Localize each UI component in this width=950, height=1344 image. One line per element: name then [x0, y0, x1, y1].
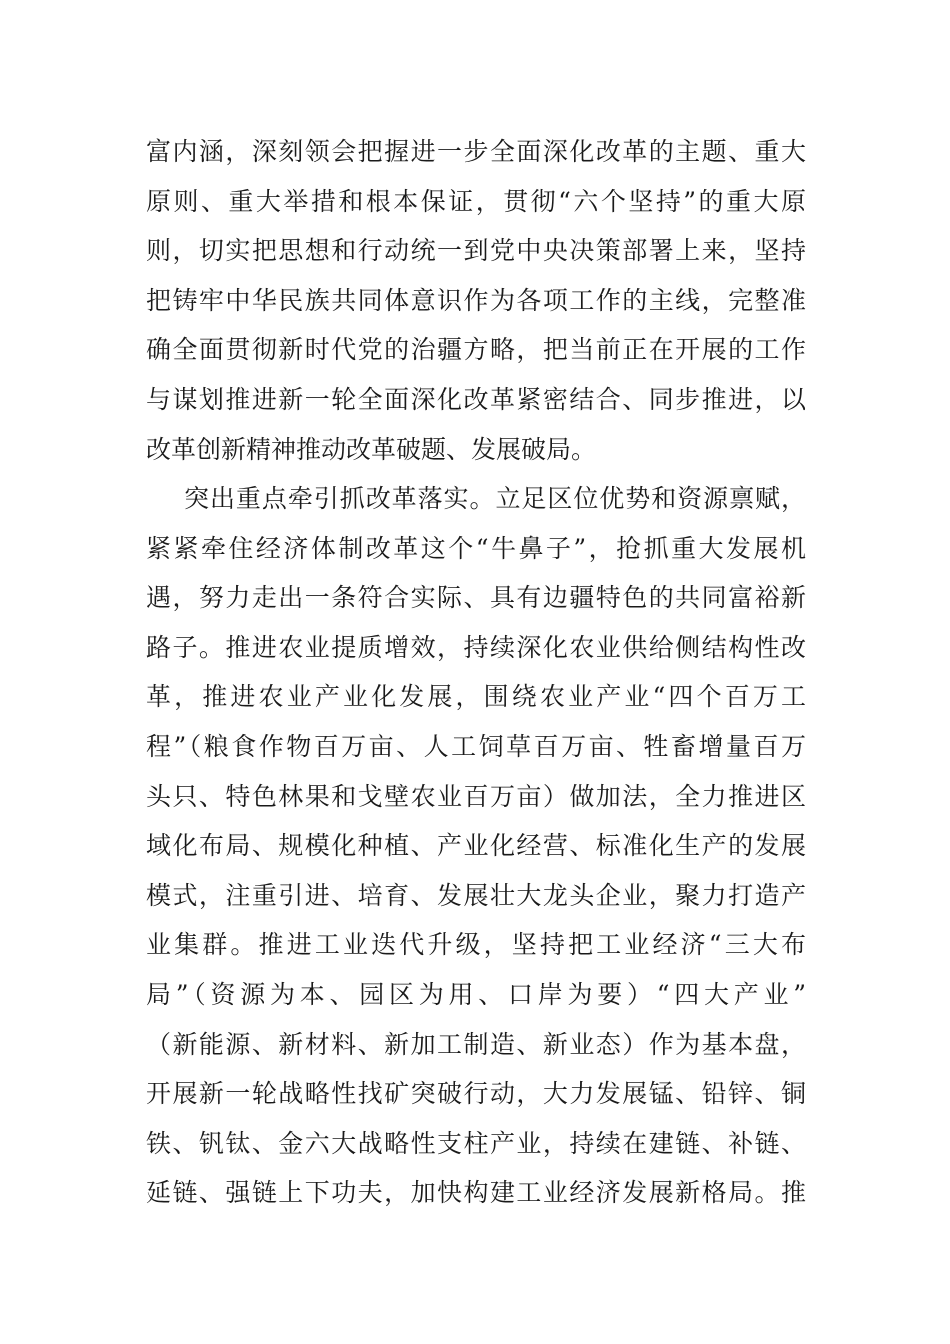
text-line: 遇，努力走出一条符合实际、具有边疆特色的共同富裕新 — [146, 583, 806, 613]
text-line: 突出重点牵引抓改革落实。立足区位优势和资源禀赋， — [184, 484, 806, 513]
text-line: 开展新一轮战略性找矿突破行动，大力发展锰、铅锌、铜 — [146, 1079, 806, 1109]
text-line: 把铸牢中华民族共同体意识作为各项工作的主线，完整准 — [146, 285, 806, 315]
text-line: 域化布局、规模化种植、产业化经营、标准化生产的发展 — [146, 831, 806, 861]
paragraph-continued — [146, 127, 806, 474]
text-line: 模式，注重引进、培育、发展壮大龙头企业，聚力打造产 — [146, 880, 806, 910]
text-line: 富内涵，深刻领会把握进一步全面深化改革的主题、重大 — [146, 137, 806, 166]
text-line: 原则、重大举措和根本保证，贯彻“六个坚持”的重大原 — [146, 186, 806, 216]
text-line: （新能源、新材料、新加工制造、新业态）作为基本盘， — [146, 1029, 806, 1059]
text-line: 革，推进农业产业化发展，围绕农业产业“四个百万工 — [146, 682, 806, 712]
text-line: 路子。推进农业提质增效，持续深化农业供给侧结构性改 — [146, 632, 806, 662]
text-line: 局”（资源为本、园区为用、口岸为要）“四大产业” — [146, 979, 806, 1009]
text-line: 确全面贯彻新时代党的治疆方略，把当前正在开展的工作 — [146, 335, 806, 365]
text-line: 则，切实把思想和行动统一到党中央决策部署上来，坚持 — [146, 236, 806, 266]
text-line: 程”（粮食作物百万亩、人工饲草百万亩、牲畜增量百万 — [146, 731, 806, 761]
text-line: 改革创新精神推动改革破题、发展破局。 — [146, 434, 597, 464]
paragraph-reform-focus — [146, 474, 806, 1218]
text-line: 业集群。推进工业迭代升级，坚持把工业经济“三大布 — [146, 930, 806, 960]
text-line: 铁、钒钛、金六大战略性支柱产业，持续在建链、补链、 — [146, 1128, 806, 1158]
text-line: 紧紧牵住经济体制改革这个“牛鼻子”，抢抓重大发展机 — [146, 533, 806, 563]
text-line: 与谋划推进新一轮全面深化改革紧密结合、同步推进，以 — [146, 384, 806, 414]
text-line: 延链、强链上下功夫，加快构建工业经济发展新格局。推 — [146, 1178, 806, 1208]
text-line: 头只、特色林果和戈壁农业百万亩）做加法，全力推进区 — [146, 781, 806, 811]
